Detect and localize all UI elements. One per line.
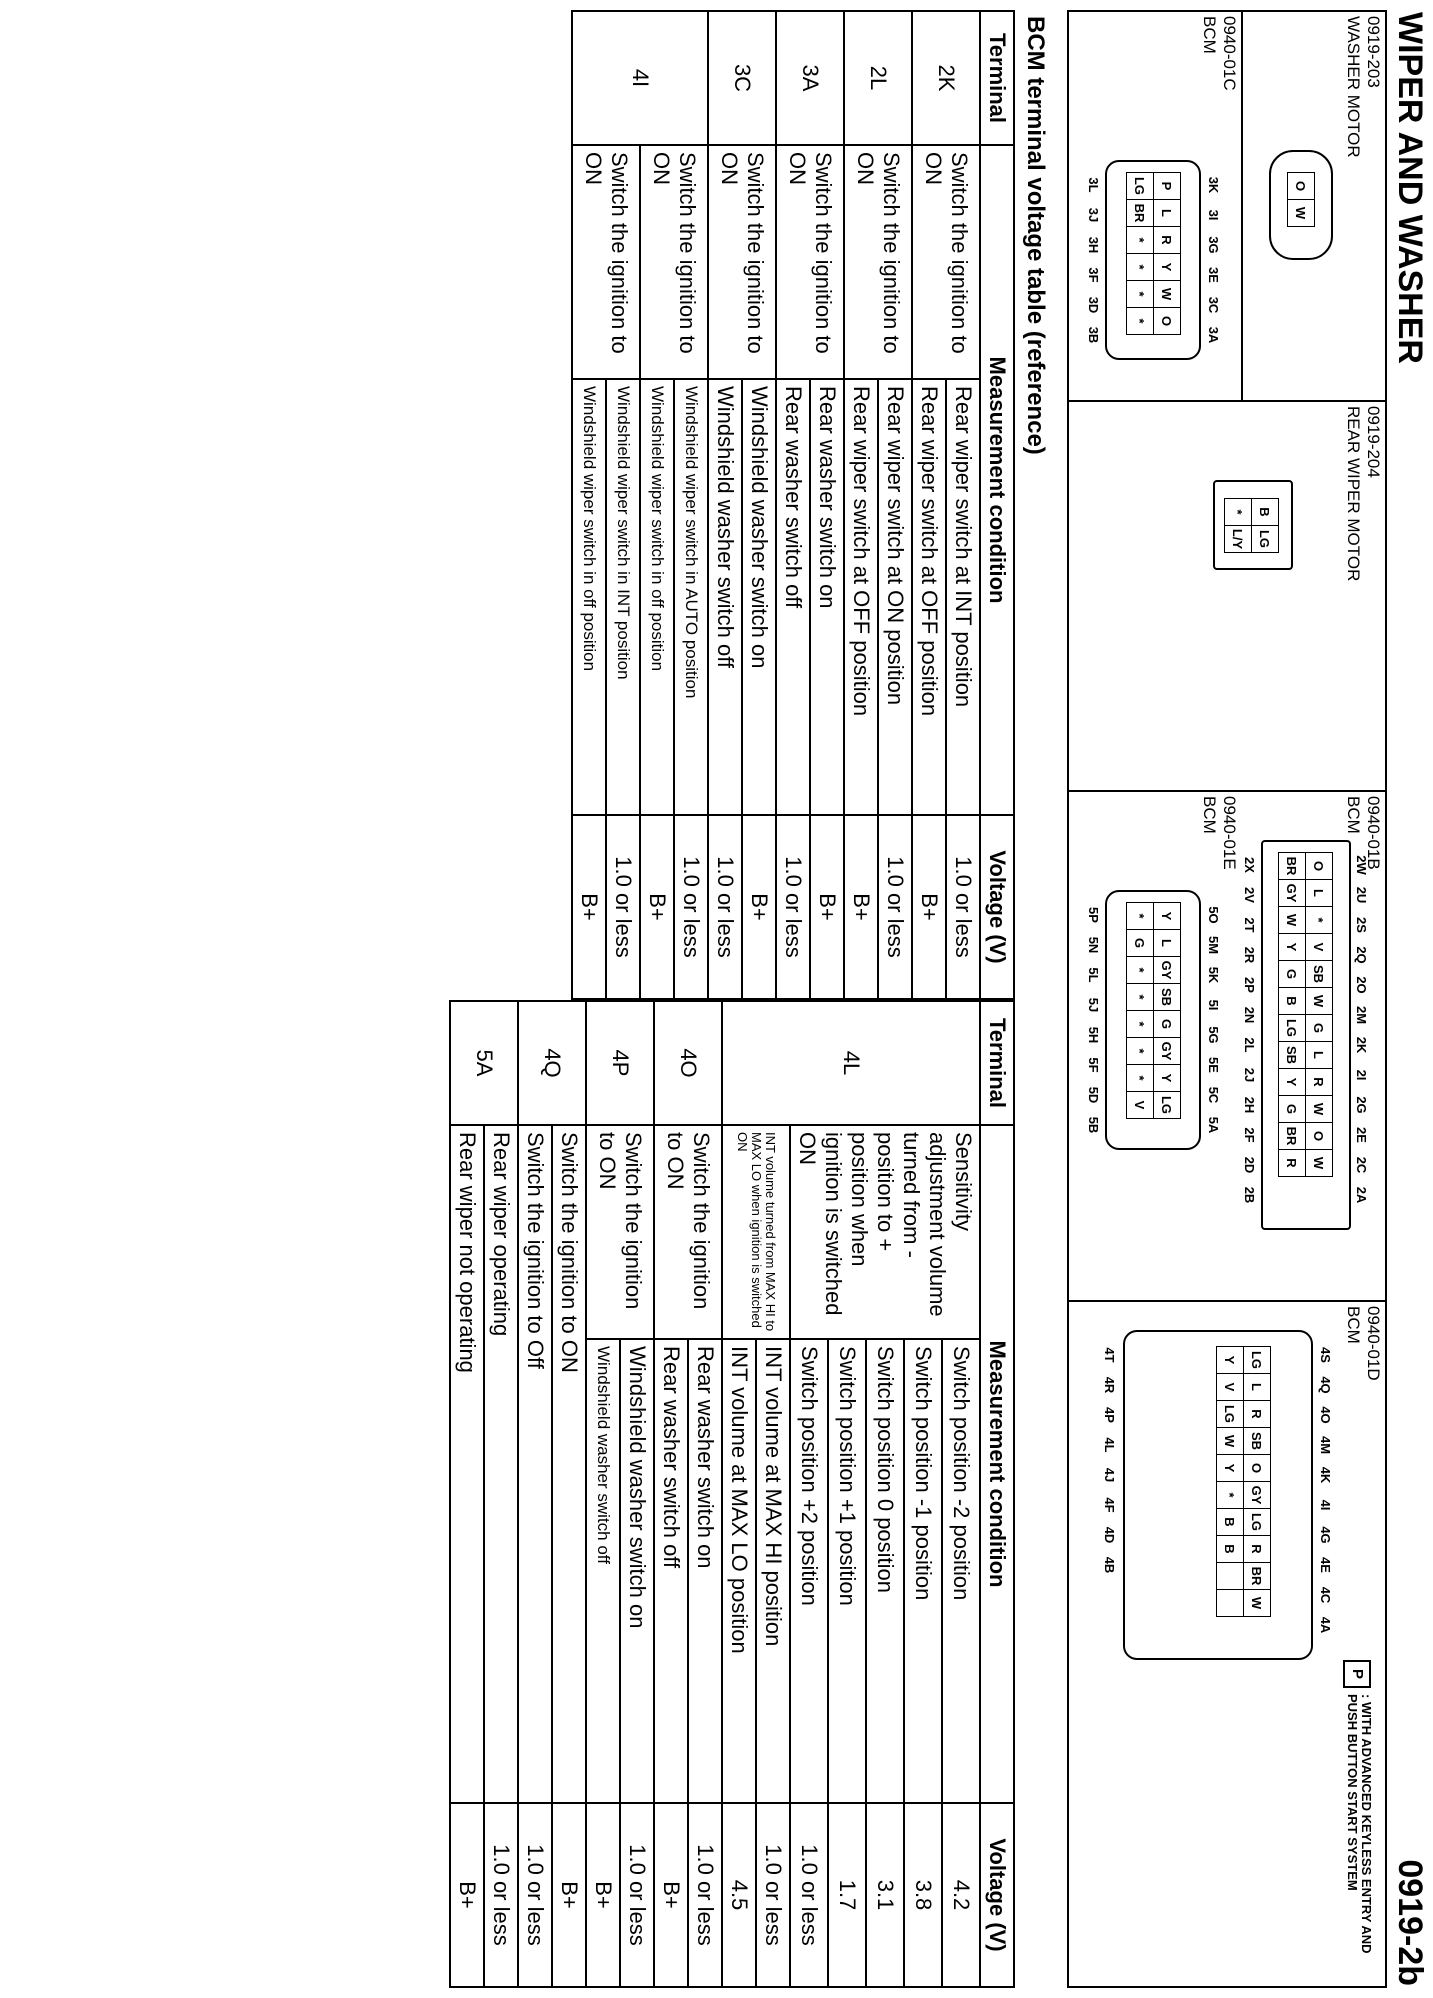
bcm-01e-name: BCM: [1200, 796, 1219, 834]
bcm-01d-connector: LG L R SB O GY LG R BR W Y V LG W Y * B B: [1123, 1330, 1313, 1660]
bcm-01e-top-labels: 5O 5M 5K 5I 5G 5E 5C 5A: [1206, 906, 1221, 1134]
page-code: 0919-2b: [1391, 1859, 1429, 1986]
rear-wiper-motor-name: REAR WIPER MOTOR: [1344, 406, 1363, 582]
bcm-01c-connector: P L R Y W O LG BR * * * *: [1105, 160, 1201, 360]
washer-motor-code: 0919-203: [1364, 16, 1383, 88]
bcm-01b-name: BCM: [1344, 796, 1363, 834]
bcm-01c-code: 0940-01C: [1220, 16, 1239, 91]
bcm-01c-name: BCM: [1200, 16, 1219, 54]
bcm-01b-code: 0940-01B: [1364, 796, 1383, 870]
washer-motor-connector: [1269, 150, 1333, 260]
bcm-01e-connector: Y L GY SB G GY Y LG * G * * * * * V: [1105, 890, 1201, 1150]
bcm-01d-note: : WITH ADVANCED KEYLESS ENTRY AND PUSH BUTTON START SYSTEM: [1345, 1694, 1374, 1954]
bcm-01e-bottom-labels: 5P 5N 5L 5J 5H 5F 5D 5B: [1086, 907, 1101, 1134]
bcm-01b-top-labels: 2W 2U 2S 2Q 2O 2M 2K 2I 2G 2E 2C 2A: [1354, 855, 1369, 1204]
bcm-01d-bottom-labels: 4T 4R 4P 4L 4J 4F 4D 4B: [1102, 1347, 1117, 1574]
pin-cell: W: [1288, 200, 1315, 227]
bcm-01b-bottom-labels: 2X 2V 2T 2R 2P 2N 2L 2J 2H 2F 2D 2B: [1242, 857, 1257, 1204]
note-pin-box: P: [1343, 1660, 1371, 1688]
voltage-table-left: Terminal Measurement condition Voltage (V) 2K Switch the ignition to ON Rear wiper switch at INT position 1.0 or less Rear wiper switch at OFF position B+ 2L Switch the ignition to ON Rear wiper switch at ON position 1.0 or less Rear wiper switch at OFF position B+ 3A Switch the ignition to ON Rear washer switch on B+ Rear washer switch off 1.0 or less 3C Switch the ignition to ON Windshield washer switch on B+ Windshield washer switch off 1.0 or less 4I Switch the ignition to ON Windshield wiper switch in AUTO position 1.0 or less Windshield wiper switch in off position B+ Switch the ignition to ON Windshield wiper switch in INT position 1.0 or less Windshield wiper switch in off position B+: [571, 10, 1015, 1000]
bcm-01d-code: 0940-01D: [1364, 1306, 1383, 1381]
bcm-01d-name: BCM: [1344, 1306, 1363, 1344]
bcm-01b-connector: O L * V SB W G L R W O W BR GY W Y G B LG SB Y G BR R: [1261, 840, 1351, 1230]
page-title: WIPER AND WASHER: [1391, 12, 1429, 364]
rear-wiper-motor-connector: B LG * L/Y: [1213, 480, 1293, 570]
bcm-01d-top-labels: 4S 4Q 4O 4M 4K 4I 4G 4E 4C 4A: [1318, 1347, 1333, 1634]
voltage-table-right: Terminal Measurement condition Voltage (V) 4L Sensitivity adjustment volume turned from - position to + position when ignition is switched ON Switch position -2 position 4.2 Switch position -1 position 3.8 Switch position 0 position 3.1 Switch position +1 position 1.7 Switch position +2 position 1.0 or less INT volume turned from MAX HI to MAX LO when ignition is switched ON INT volume at MAX HI position 1.0 or less INT volume at MAX LO position 4.5 4O Switch the ignition to ON Rear washer switch on 1.0 or less Rear washer switch off B+ 4P Switch the ignition to ON Windshield washer switch on 1.0 or less Windshield washer switch off B+ 4Q Switch the ignition to ON B+ Switch the ignition to Off 1.0 or less 5A Rear wiper operating 1.0 or less Rear wiper not operating B+: [449, 1000, 1015, 1988]
pin-cell: O: [1288, 173, 1315, 200]
rear-wiper-motor-code: 0919-204: [1364, 406, 1383, 478]
bcm-01c-bottom-labels: 3L 3J 3H 3F 3D 3B: [1086, 177, 1101, 344]
bcm-01c-top-labels: 3K 3I 3G 3E 3C 3A: [1206, 176, 1221, 344]
washer-motor-name: WASHER MOTOR: [1344, 16, 1363, 158]
table-title: BCM terminal voltage table (reference): [1022, 16, 1049, 455]
bcm-01e-code: 0940-01E: [1220, 796, 1239, 870]
